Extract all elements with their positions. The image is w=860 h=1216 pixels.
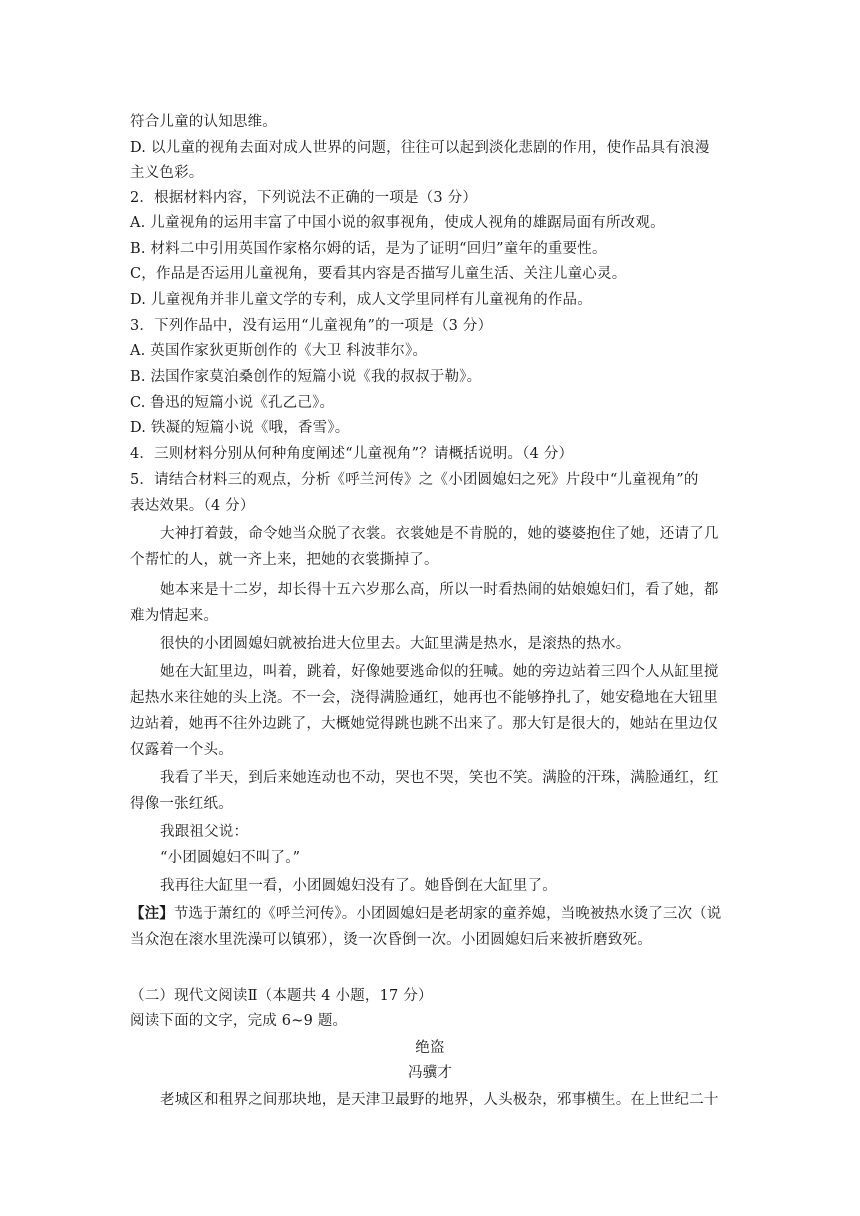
text-line: A. 英国作家狄更斯创作的《大卫 科波菲尔》。 (130, 343, 428, 359)
text-line: 3．下列作品中，没有运用“儿童视角”的一项是（3 分） (130, 318, 493, 334)
text-line: D. 铁凝的短篇小说《哦，香雪》。 (130, 420, 350, 436)
text-line: C. 鲁迅的短篇小说《孔乙己》。 (130, 395, 335, 411)
text-line: 4．三则材料分别从何种角度阐述“儿童视角”？请概括说明。（4 分） (130, 446, 574, 462)
text-line: 主义色彩。 (130, 165, 204, 181)
text-line: 2．根据材料内容，下列说法不正确的一项是（3 分） (130, 190, 478, 206)
text-line: 大神打着鼓，命令她当众脱了衣裳。衣裳她是不肯脱的，她的婆婆抱住了她，还请了几 (160, 526, 719, 542)
text-line: 她本来是十二岁，却长得十五六岁那么高，所以一时看热闹的姑娘媳妇们，看了她，都 (160, 582, 719, 598)
text-line: C，作品是否运用儿童视角，要看其内容是否描写儿童生活、关注儿童心灵。 (130, 266, 627, 282)
text-line: 5．请结合材料三的观点，分析《呼兰河传》之《小团圆媳妇之死》片段中“儿童视角”的 (130, 472, 699, 488)
text-line: 得像一张红纸。 (130, 796, 233, 812)
text-line: A. 儿童视角的运用丰富了中国小说的叙事视角，使成人视角的雄踞局面有所改观。 (130, 215, 665, 231)
text-line: B. 法国作家莫泊桑创作的短篇小说《我的叔叔于勒》。 (130, 369, 482, 385)
text-line: 我再往大缸里一看，小团圆媳妇没有了。她昏倒在大缸里了。 (160, 878, 557, 894)
text-line: 起热水来往她的头上浇。不一会，浇得满脸通红，她再也不能够挣扎了，她安稳地在大钮里 (130, 690, 718, 706)
text-line: 她在大缸里边，叫着，跳着，好像她要逃命似的狂喊。她的旁边站着三四个人从缸里搅 (160, 664, 719, 680)
text-line: 仅露着一个头。 (130, 742, 233, 758)
text-line: D. 儿童视角并非儿童文学的专利，成人文学里同样有儿童视角的作品。 (130, 292, 592, 308)
text-line: 个帮忙的人，就一齐上来，把她的衣裳撕掉了。 (130, 552, 439, 568)
text-line: 很快的小团圆媳妇就被抬进大位里去。大缸里满是热水，是滚热的热水。 (160, 636, 631, 652)
text-line: （二）现代文阅读Ⅱ（本题共 4 小题，17 分） (130, 988, 433, 1004)
note-label: 【注】 (130, 905, 174, 922)
note-line (130, 904, 721, 924)
story-author: 冯骥才 (407, 1065, 453, 1081)
text-line: 老城区和租界之间那块地，是天津卫最野的地界，人头极杂，邪事横生。在上世纪二十 (160, 1092, 719, 1108)
text-line: 当众泡在滚水里洗澡可以镇邪），烫一次昏倒一次。小团圆媳妇后来被折磨致死。 (130, 932, 652, 948)
text-line: D. 以儿童的视角去面对成人世界的问题，往往可以起到淡化悲剧的作用，使作品具有浪漫 (130, 140, 710, 156)
text-line: 符合儿童的认知思维。 (130, 114, 277, 130)
text-line: 我看了半天，到后来她连动也不动，哭也不哭，笑也不笑。满脸的汗珠，满脸通红，红 (160, 770, 719, 786)
text-line: 表达效果。（4 分） (130, 498, 255, 514)
note-text: 节选于萧红的《呼兰河传》。小团圆媳妇是老胡家的童养媳，当晚被热水烫了三次（说 (173, 906, 722, 922)
text-line: 阅读下面的文字，完成 6~9 题。 (130, 1013, 348, 1029)
text-line: B. 材料二中引用英国作家格尔姆的话，是为了证明“回归”童年的重要性。 (130, 241, 607, 257)
text-line: 边站着，她再不往外边跳了，大概她觉得跳也跳不出来了。那大钉是很大的，她站在里边仅 (130, 716, 718, 732)
text-line: “小团圆媳妇不叫了。” (160, 850, 301, 866)
story-title: 绝盗 (415, 1040, 445, 1056)
text-line: 难为情起来。 (130, 608, 219, 624)
text-line: 我跟祖父说： (160, 824, 249, 840)
